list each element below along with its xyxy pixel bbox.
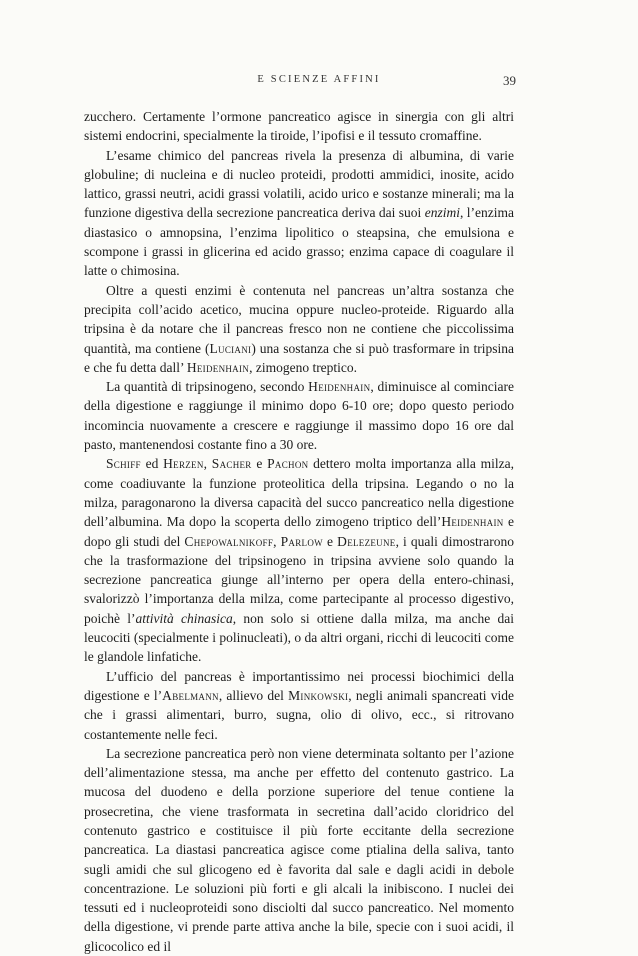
text-run: ed — [140, 456, 164, 472]
paragraph — [84, 281, 514, 377]
paragraph — [84, 454, 514, 666]
author-name: Sacher — [211, 456, 252, 472]
text-run: La quantità di tripsinogeno, secondo — [106, 379, 309, 395]
body-text — [84, 107, 514, 956]
text-run: dettero molta importanza alla milza, come coadiuvante la funzione proteolitica della tripsina. Legando o no la milza, paragonarono la diversa capacità del succo pancreatico nella digestione dell’albumina. Ma dopo la scoperta dello zimogeno triptico dell’ — [84, 456, 515, 530]
text-run: La secrezione pancreatica però non viene determinata soltanto per l’azione dell’alimentazione stessa, ma anche per effetto del contenuto gastrico. La mucosa del duodeno e della porzione superiore del tenue contiene la prosecretina, che viene trasformata in secretina dall’acido cloridrico del contenuto gastrico e costituisce il più forte eccitante della secrezione pancreatica. La diastasi pancreatica agisce come ptialina della saliva, tanto sugli amidi che sul glicogeno ed è favorita dal sale e dagli acidi in debole concentrazione. Le soluzioni più forti e gli alcali la inibiscono. I nuclei dei tessuti ed i nucleoproteidi sono disciolti dal succo pancreatico. Nel momento della digestione, vi prende parte attiva anche la bile, specie con i suoi acidi, il glicocolico ed il — [84, 745, 514, 954]
text-run: , zimogeno treptico. — [249, 359, 358, 375]
author-name: Pachon — [267, 456, 309, 472]
text-run: zucchero. Certamente l’ormone pancreatico agisce in sinergia con gli altri sistemi endocrini, specialmente la tiroide, l’ipofisi e il tessuto cromaffine. — [84, 109, 514, 144]
italic-term: enzimi — [424, 205, 460, 221]
paragraph — [84, 146, 514, 281]
text-run: L’ufficio del pancreas è importantissimo nei processi biochimici della digestione e l’ — [84, 668, 514, 703]
author-name: Minkowski — [288, 687, 349, 703]
author-name: Parlow — [280, 533, 323, 549]
author-name: Schiff — [106, 456, 141, 472]
paragraph — [84, 377, 514, 454]
text-run: , i quali dimostrarono che la trasformazione del tripsinogeno in tripsina avviene solo quando la secrezione pancreatica giunge all’interno per opera della entero-chinasi, svalorizzò l’importanza della milza, come partecipante al processo digestivo, poichè l’ — [84, 533, 515, 626]
text-run: , — [273, 533, 281, 549]
text-run: e dopo gli studi del — [84, 514, 514, 549]
text-run: , allievo del — [218, 687, 289, 703]
text-run: e — [322, 533, 338, 549]
text-run: Oltre a questi enzimi è contenuta nel pancreas un’altra sostanza che precipita coll’acido acetico, mucina oppure nucleo-proteide. Riguardo alla tripsina è da notare che il pancreas fresco non ne contiene che piccolissima quantità, ma contiene ( — [84, 282, 514, 356]
text-run: L’esame chimico del pancreas rivela la presenza di albumina, di varie globuline; di nucleina e di nucleo proteidi, prodotti ammidici, inosite, acido lattico, grassi neutri, acidi grassi volatili, acido urico e sostanze minerali; ma la funzione digestiva della secrezione pancreatica deriva dai suoi — [84, 147, 514, 221]
text-run: , l’enzima diastasico o amnopsina, l’enzima lipolitico o steapsina, che emulsiona e scompone i grassi in glicerina ed acido grasso; enzima capace di coagulare il latte o chimosina. — [84, 205, 514, 279]
paragraph — [84, 107, 514, 146]
author-name: Chepowalnikoff — [184, 533, 274, 549]
paragraph — [84, 667, 514, 744]
paragraph — [84, 744, 514, 956]
text-run: , non solo si ottiene dalla milza, ma anche dai leucociti (specialmente i polinucleati), o da altri organi, ricchi di leucociti come le glandole linfatiche. — [84, 610, 514, 665]
text-run: , diminuisce al cominciare della digestione e raggiunge il minimo dopo 6-10 ore; dopo questo periodo incomincia nuovamente a crescere e raggiunge il massimo dopo 16 ore dal pasto, mantenendosi costante fino a 30 ore. — [84, 379, 514, 453]
author-name: Abelmann — [162, 687, 219, 703]
author-name: Herzen — [163, 456, 204, 472]
text-run: e — [251, 456, 268, 472]
author-name: Heidenhain — [308, 379, 371, 395]
author-name: Heidenhain — [186, 359, 250, 375]
running-head: E SCIENZE AFFINI — [257, 74, 381, 85]
author-name: Delezeune — [337, 533, 396, 549]
text-run: , negli animali spancreati vide che i grassi alimentari, burro, sugna, olio di olivo, ecc., si ritrovano costantemente nelle feci. — [84, 687, 514, 742]
page-number: 39 — [503, 73, 516, 88]
italic-term: attività chinasica — [135, 610, 233, 626]
text-run: ) una sostanza che si può trasformare in tripsina e che fu detta dall’ — [84, 340, 514, 375]
author-name: Heidenhain — [441, 514, 504, 530]
author-name: Luciani — [209, 340, 252, 356]
text-run: , — [203, 456, 212, 472]
